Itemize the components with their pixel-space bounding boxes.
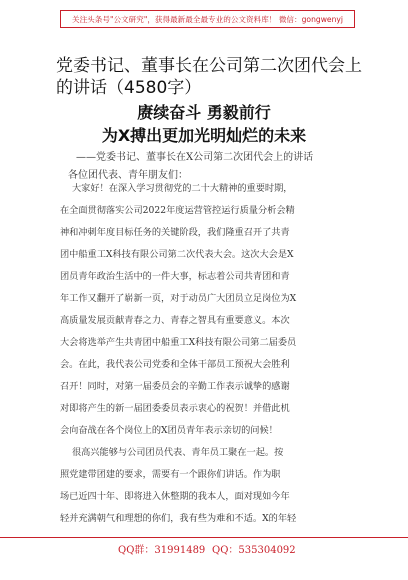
body-line: 对即将产生的新一届团委委员表示衷心的祝贺！并借此机	[60, 403, 290, 414]
body-line: 团员青年政治生活中的一件大事，标志着公司共青团和青	[60, 271, 290, 282]
body-line: 年工作又翻开了崭新一页，对于动员广大团员立足岗位为X	[60, 293, 297, 304]
qq-group-number: QQ群：31991489	[118, 545, 206, 556]
body-line: 大家好！在深入学习贯彻党的二十大精神的重要时期，	[72, 183, 293, 194]
body-line: 照党建带团建的要求，需要有一个跟你们讲话。作为职	[60, 469, 281, 480]
slogan-line-2: 为X搏出更加光明灿烂的未来	[101, 126, 307, 145]
body-line: 会。在此，我代表公司党委和全体干部员工预祝大会胜利	[60, 359, 290, 370]
body-line: 轻并充满朝气和理想的你们，我有些为难和不适。X的年轻	[60, 513, 297, 524]
header-banner: 关注头条号"公文研究"，获得最新最全最专业的公文资料库！ 微信：gongwenyj	[60, 10, 355, 28]
salutation: 各位团代表、青年朋友们：	[68, 170, 188, 181]
body-line: 会向奋战在各个岗位上的X团员青年表示亲切的问候！	[60, 425, 278, 436]
qq-contact-number: QQ：535304092	[212, 545, 296, 556]
body-line: 高质量发展贡献青春之力、青春之智具有重要意义。本次	[60, 315, 290, 326]
body-line: 团中船重工X科技有限公司第二次代表大会。这次大会是X	[60, 249, 294, 260]
document-title: 党委书记、董事长在公司第二次团代会上的讲话（4580字）	[56, 56, 362, 98]
body-line: 召开！同时，对第一届委员会的辛勤工作表示诚挚的感谢	[60, 381, 290, 392]
slogan-line-1: 赓续奋斗 勇毅前行	[137, 103, 271, 122]
body-line: 大会将选举产生共青团中船重工X科技有限公司第二届委员	[60, 337, 297, 348]
body-line: 场已近四十年、即将进入休整期的我本人，面对现如今年	[60, 491, 290, 502]
body-line: 神和冲刺年度目标任务的关键阶段，我们隆重召开了共青	[60, 227, 290, 238]
body-line: 很高兴能够与公司团员代表、青年员工聚在一起。按	[72, 447, 284, 458]
document-subtitle: ——党委书记、董事长在X公司第二次团代会上的讲话	[76, 152, 314, 163]
body-line: 在全面贯彻落实公司2022年度运营管控运行质量分析会精	[60, 205, 295, 216]
